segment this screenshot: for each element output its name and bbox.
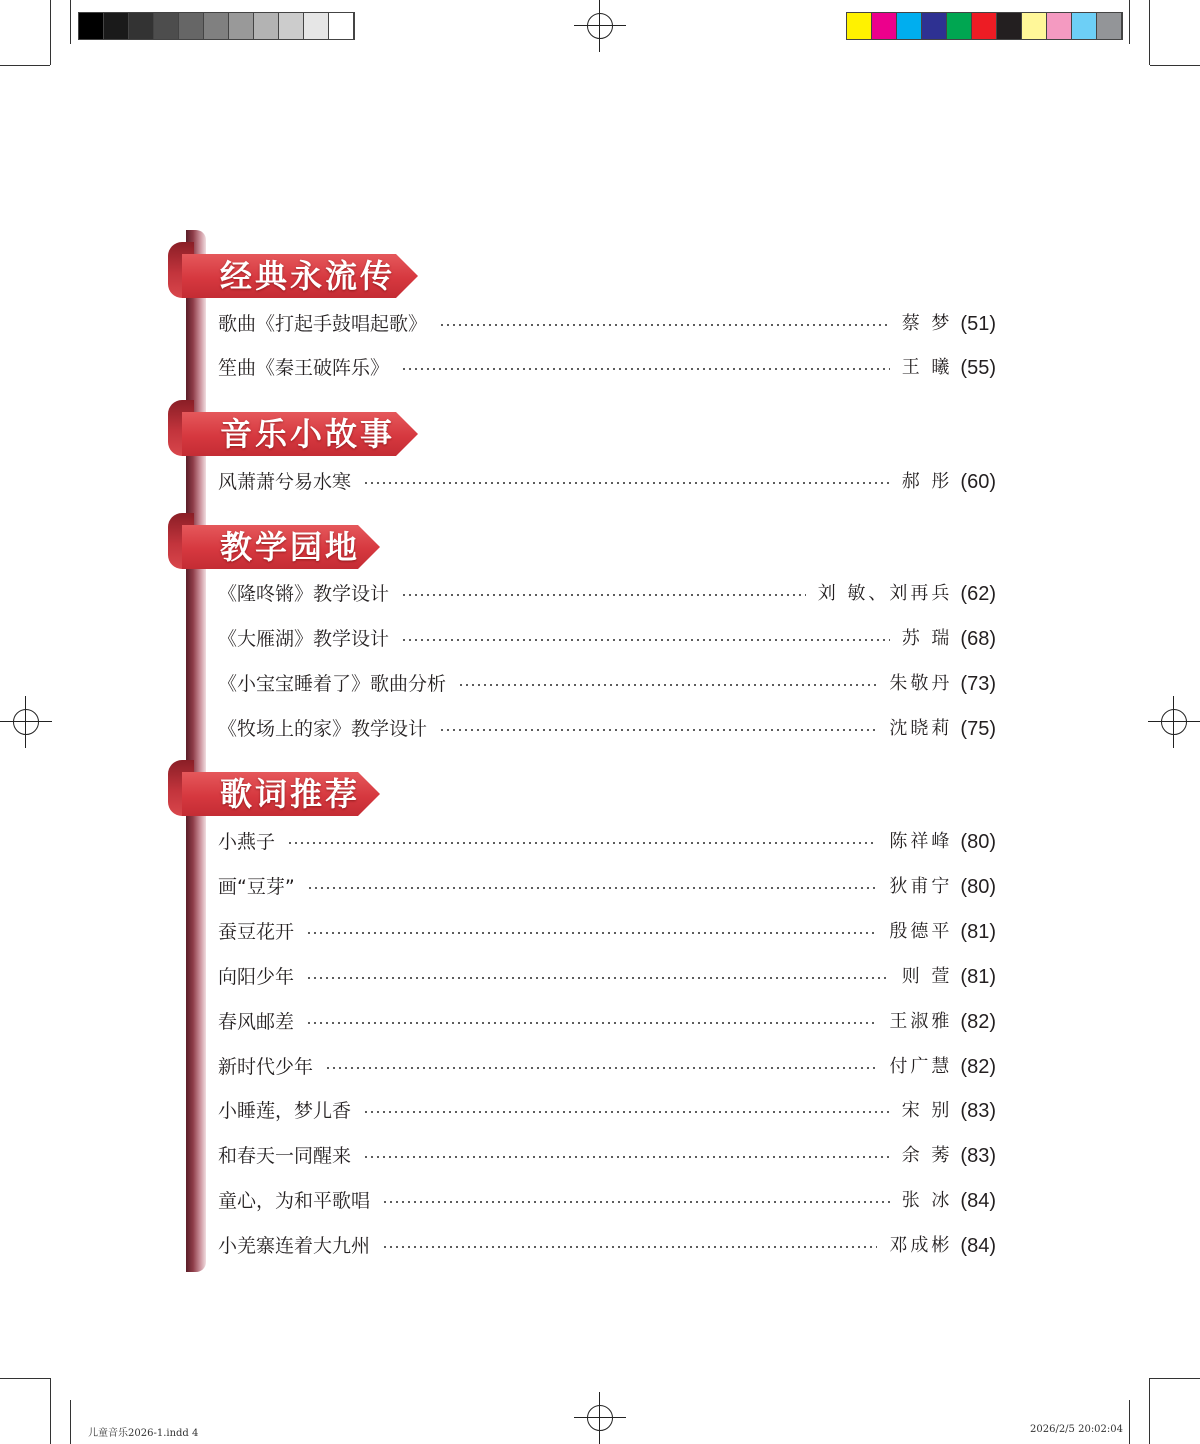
entry-title: 小睡莲，梦儿香 (218, 1096, 355, 1126)
entry-title: 蚕豆花开 (218, 917, 298, 947)
gray-swatch (104, 13, 129, 39)
grayscale-calibration-bar (78, 12, 355, 40)
color-swatch (1047, 13, 1072, 39)
entry-author: 王淑雅 (889, 1011, 953, 1032)
gray-swatch (304, 13, 329, 39)
crop-mark (1149, 0, 1150, 65)
section-title: 教学园地 (220, 528, 361, 566)
gray-swatch (79, 13, 104, 39)
entry-author: 付广慧 (889, 1056, 953, 1077)
color-calibration-bar (846, 12, 1123, 40)
gray-swatch (129, 13, 154, 39)
entry-author: 朱敬丹 (889, 673, 953, 694)
entry-page: (82) (960, 1011, 996, 1033)
dot-leader (439, 729, 877, 731)
entry-author: 郝 彤 (901, 471, 953, 492)
color-swatch (872, 13, 897, 39)
gray-swatch (154, 13, 179, 39)
toc-entry[interactable] (212, 467, 996, 497)
entry-author: 宋 别 (901, 1100, 953, 1121)
toc-entry[interactable] (212, 1052, 996, 1082)
entry-title: 《大雁湖》教学设计 (218, 624, 393, 654)
entry-author: 苏 瑞 (901, 628, 953, 649)
toc-entry[interactable] (212, 579, 996, 609)
gray-swatch (179, 13, 204, 39)
dot-leader (307, 887, 878, 889)
entry-title: 风萧萧兮易水寒 (218, 467, 355, 497)
dot-leader (287, 842, 877, 844)
entry-title: 《牧场上的家》教学设计 (218, 714, 431, 744)
dot-leader (382, 1201, 890, 1203)
entry-page: (73) (960, 673, 996, 695)
toc-entry[interactable] (212, 962, 996, 992)
entry-page: (62) (960, 583, 996, 605)
registration-mark-left (0, 696, 52, 748)
registration-mark-top (574, 0, 626, 52)
dot-leader (439, 324, 890, 326)
color-swatch (847, 13, 872, 39)
entry-author: 狄甫宁 (889, 876, 953, 897)
toc-entry[interactable] (212, 827, 996, 857)
crop-mark (50, 1378, 51, 1444)
entry-author: 邓成彬 (889, 1235, 953, 1256)
color-swatch (947, 13, 972, 39)
crop-mark (70, 1400, 71, 1444)
entry-page: (84) (960, 1190, 996, 1212)
toc-entry[interactable] (212, 624, 996, 654)
dot-leader (306, 1022, 877, 1024)
entry-page: (82) (960, 1056, 996, 1078)
entry-author: 沈晓莉 (889, 718, 953, 739)
crop-mark (70, 0, 71, 44)
entry-title: 小羌寨连着大九州 (218, 1231, 374, 1261)
toc-entry[interactable] (212, 1096, 996, 1126)
crop-mark (1129, 1400, 1130, 1444)
entry-page: (81) (960, 921, 996, 943)
entry-title: 画“豆芽” (218, 872, 299, 902)
crop-mark (0, 65, 50, 66)
toc-entry[interactable] (212, 872, 996, 902)
registration-mark-bottom (574, 1392, 626, 1444)
entry-author: 刘 敏、刘再兵 (817, 583, 953, 604)
entry-author: 陈祥峰 (889, 831, 953, 852)
entry-page: (68) (960, 628, 996, 650)
entry-title: 《小宝宝睡着了》歌曲分析 (218, 669, 450, 699)
color-swatch (1022, 13, 1047, 39)
toc-entry[interactable] (212, 1007, 996, 1037)
dot-leader (382, 1246, 877, 1248)
entry-page: (75) (960, 718, 996, 740)
entry-page: (84) (960, 1235, 996, 1257)
entry-author: 余 莠 (901, 1145, 953, 1166)
entry-page: (80) (960, 831, 996, 853)
entry-title: 春风邮差 (218, 1007, 298, 1037)
section-title: 音乐小故事 (220, 415, 396, 453)
entry-author: 则 萱 (901, 966, 953, 987)
entry-title: 小燕子 (218, 827, 279, 857)
gray-swatch (329, 13, 354, 39)
toc-entry[interactable] (212, 309, 996, 339)
entry-page: (83) (960, 1100, 996, 1122)
crop-mark (1149, 1378, 1150, 1444)
section-title: 歌词推荐 (220, 775, 361, 813)
dot-leader (363, 482, 890, 484)
entry-page: (81) (960, 966, 996, 988)
dot-leader (306, 932, 877, 934)
toc-entry[interactable] (212, 917, 996, 947)
gray-swatch (229, 13, 254, 39)
entry-title: 《隆咚锵》教学设计 (218, 579, 393, 609)
dot-leader (306, 977, 890, 979)
print-timestamp: 2026/2/5 20:02:04 (1030, 1424, 1124, 1435)
crop-mark (50, 0, 51, 65)
color-swatch (997, 13, 1022, 39)
gray-swatch (204, 13, 229, 39)
crop-mark (0, 1378, 50, 1379)
entry-page: (80) (960, 876, 996, 898)
color-swatch (1072, 13, 1097, 39)
dot-leader (325, 1067, 877, 1069)
dot-leader (401, 594, 806, 596)
crop-mark (1150, 65, 1200, 66)
entry-page: (55) (960, 357, 996, 379)
toc-entry[interactable] (212, 1186, 996, 1216)
entry-title: 新时代少年 (218, 1052, 317, 1082)
entry-page: (83) (960, 1145, 996, 1167)
toc-entry[interactable] (212, 353, 996, 383)
section-banner (168, 525, 380, 569)
entry-page: (60) (960, 471, 996, 493)
entry-title: 童心，为和平歌唱 (218, 1186, 374, 1216)
crop-mark (1129, 0, 1130, 44)
section-banner (168, 772, 380, 816)
color-swatch (972, 13, 997, 39)
section-title: 经典永流传 (220, 257, 396, 295)
entry-title: 和春天一同醒来 (218, 1141, 355, 1171)
crop-mark (1150, 1378, 1200, 1379)
dot-leader (401, 368, 890, 370)
entry-author: 蔡 梦 (901, 313, 953, 334)
entry-title: 笙曲《秦王破阵乐》 (218, 353, 393, 383)
registration-mark-right (1148, 696, 1200, 748)
dot-leader (363, 1156, 890, 1158)
contents-spine (186, 230, 206, 1272)
dot-leader (363, 1111, 890, 1113)
toc-entry[interactable] (212, 714, 996, 744)
entry-page: (51) (960, 313, 996, 335)
section-banner (168, 412, 418, 456)
entry-title: 向阳少年 (218, 962, 298, 992)
toc-entry[interactable] (212, 1141, 996, 1171)
entry-title: 歌曲《打起手鼓唱起歌》 (218, 309, 431, 339)
entry-author: 张 冰 (901, 1190, 953, 1211)
entry-author: 殷德平 (889, 921, 953, 942)
toc-entry[interactable] (212, 669, 996, 699)
color-swatch (897, 13, 922, 39)
toc-entry[interactable] (212, 1231, 996, 1261)
section-banner (168, 254, 418, 298)
gray-swatch (254, 13, 279, 39)
gray-swatch (279, 13, 304, 39)
file-slug: 儿童音乐2026-1.indd 4 (88, 1428, 199, 1439)
dot-leader (401, 639, 890, 641)
color-swatch (922, 13, 947, 39)
dot-leader (458, 684, 877, 686)
entry-author: 王 曦 (901, 357, 953, 378)
color-swatch (1097, 13, 1122, 39)
